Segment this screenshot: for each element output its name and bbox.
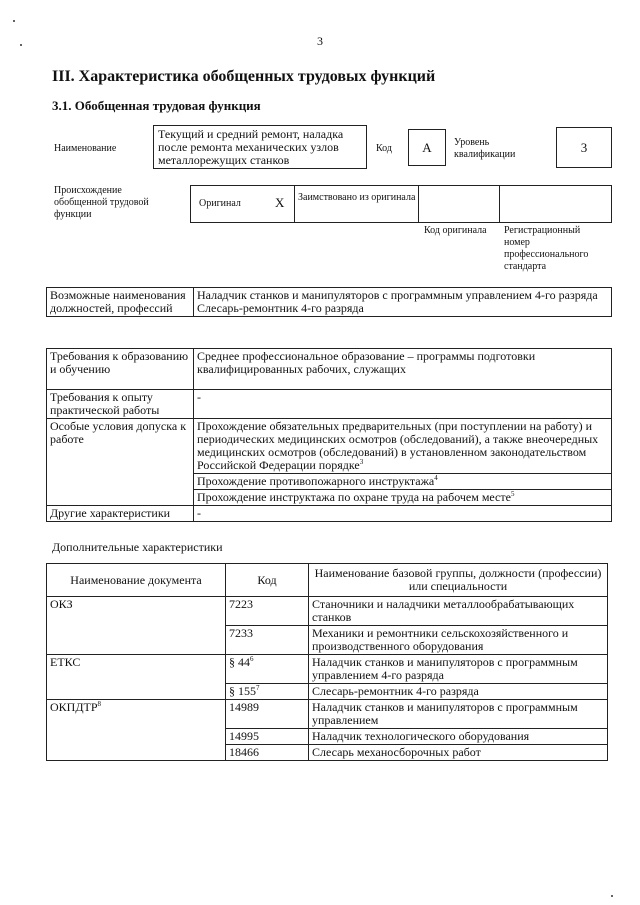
row-code: 14995	[226, 729, 309, 745]
additional-table	[46, 563, 608, 761]
code-value: A	[422, 140, 432, 155]
row-code: 7233	[226, 626, 309, 655]
position-item: Слесарь-ремонтник 4-го разряда	[197, 301, 364, 315]
row-code	[226, 655, 309, 684]
origin-divider	[294, 186, 295, 222]
header-name: Наименование базовой группы, должности (профессии) или специальности	[309, 564, 608, 597]
condition-text: Прохождение инструктажа по охране труда на рабочем месте	[197, 490, 511, 504]
scan-speck	[13, 20, 15, 22]
position-item: Наладчик станков и манипуляторов с программным управлением 4-го разряда	[197, 288, 598, 302]
code-text: § 155	[229, 684, 256, 698]
row-name: Наладчик станков и манипуляторов с программным управлением	[309, 700, 608, 729]
education-label: Требования к образованию и обучению	[47, 349, 194, 390]
origin-table	[190, 185, 612, 223]
level-label: Уровень квалификации	[454, 137, 516, 160]
footnote-ref: 3	[359, 458, 364, 466]
code-original-label: Код оригинала	[424, 225, 487, 236]
positions-label: Возможные наименования должностей, профессий	[47, 288, 194, 317]
code-text: § 44	[229, 655, 250, 669]
reg-number-label: Регистрационный номер профессионального стандарта	[504, 225, 589, 272]
etks-label: ЕТКС	[47, 655, 226, 700]
requirements-table	[46, 348, 612, 522]
row-name: Слесарь-ремонтник 4-го разряда	[309, 684, 608, 700]
row-name: Механики и ремонтники сельскохозяйственного и производственного оборудования	[309, 626, 608, 655]
scan-speck	[611, 895, 613, 897]
footnote-ref: 8	[97, 700, 102, 708]
header-doc: Наименование документа	[47, 564, 226, 597]
row-name: Наладчик станков и манипуляторов с программным управлением 4-го разряда	[309, 655, 608, 684]
condition-item	[194, 490, 612, 506]
additional-title: Дополнительные характеристики	[52, 540, 223, 554]
origin-divider	[418, 186, 419, 222]
table-row	[47, 655, 608, 684]
experience-value: -	[194, 390, 612, 419]
table-row	[47, 700, 608, 729]
level-box	[556, 127, 612, 168]
row-name: Слесарь механосборочных работ	[309, 745, 608, 761]
footnote-ref: 4	[434, 474, 438, 482]
okpdtr-label	[47, 700, 226, 761]
row-code: 7223	[226, 597, 309, 626]
condition-text: Прохождение обязательных предварительных (при поступлении на работу) и периодических медицинских осмотров (обследований), а также внеочередных медицинских осмотров (обследований) в установленном законодательством Российской Федерации порядке	[197, 419, 599, 472]
okpdtr-text: ОКПДТР	[50, 700, 98, 714]
origin-divider	[499, 186, 500, 222]
row-code	[226, 684, 309, 700]
experience-label: Требования к опыту практической работы	[47, 390, 194, 419]
table-row	[47, 597, 608, 626]
footnote-ref: 6	[250, 655, 254, 663]
borrowed-label: Заимствовано из оригинала	[298, 192, 416, 203]
page-number: 3	[317, 34, 323, 48]
code-box	[408, 129, 446, 166]
level-value: 3	[580, 140, 588, 155]
other-value: -	[194, 506, 612, 522]
positions-value	[194, 288, 612, 317]
original-label: Оригинал	[199, 198, 241, 209]
function-name-label: Наименование	[54, 143, 117, 154]
footnote-ref: 5	[510, 490, 515, 498]
other-label: Другие характеристики	[47, 506, 194, 522]
condition-text: Прохождение противопожарного инструктажа	[197, 474, 435, 488]
okz-label: ОКЗ	[47, 597, 226, 655]
condition-item	[194, 474, 612, 490]
row-name: Наладчик технологического оборудования	[309, 729, 608, 745]
function-name-value: Текущий и средний ремонт, наладка после ремонта механических узлов металлорежущих станков	[158, 127, 344, 167]
subsection-title: 3.1. Обобщенная трудовая функция	[52, 98, 261, 113]
origin-label: Происхождение обобщенной трудовой функции	[54, 185, 149, 220]
footnote-ref: 7	[256, 684, 260, 692]
row-code: 14989	[226, 700, 309, 729]
conditions-label: Особые условия допуска к работе	[47, 419, 194, 506]
function-name-box	[153, 125, 367, 169]
header-code: Код	[226, 564, 309, 597]
positions-table	[46, 287, 612, 317]
original-mark: X	[275, 195, 285, 210]
row-name: Станочники и наладчики металлообрабатывающих станков	[309, 597, 608, 626]
table-header-row	[47, 564, 608, 597]
row-code: 18466	[226, 745, 309, 761]
condition-item	[194, 419, 612, 474]
code-label: Код	[376, 143, 392, 154]
education-value: Среднее профессиональное образование – программы подготовки квалифицированных рабочих, служащих	[194, 349, 612, 390]
section-title: III. Характеристика обобщенных трудовых функций	[52, 68, 436, 85]
